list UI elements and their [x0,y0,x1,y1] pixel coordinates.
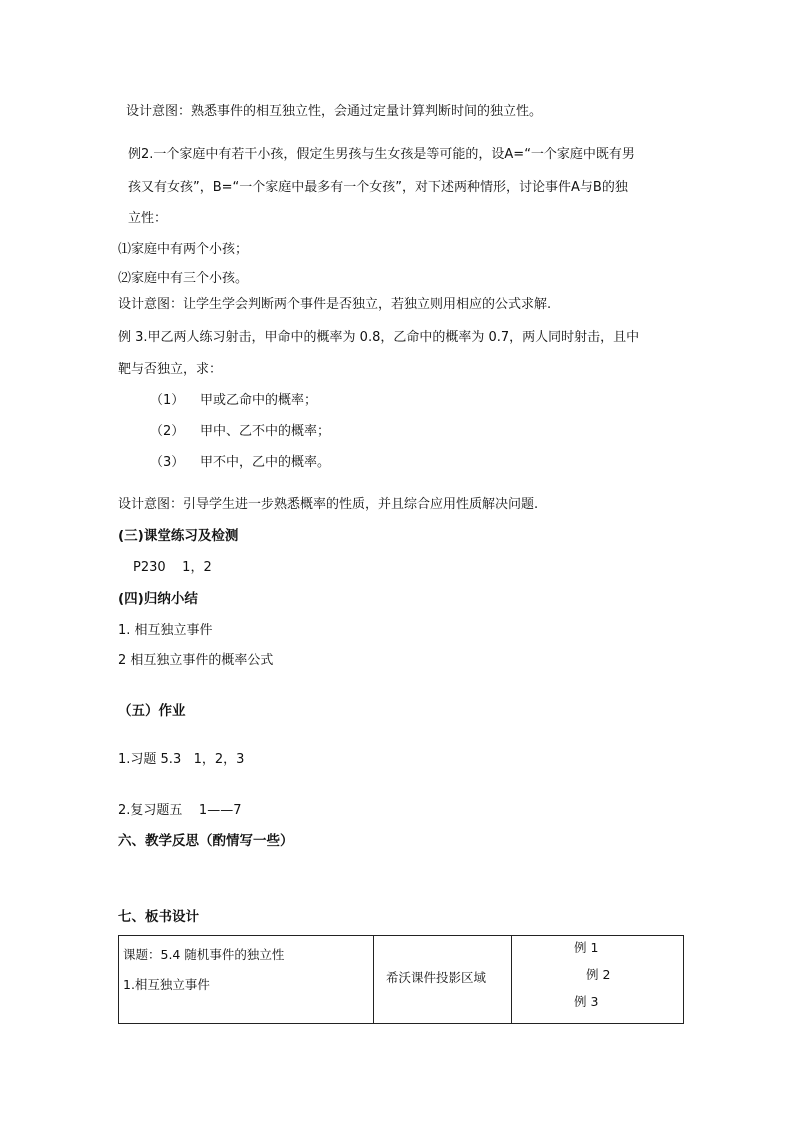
example-3-item-1 [150,392,317,410]
example-2-case-1: ⑴家庭中有两个小孩； [118,242,249,257]
section-4-item-2: 2 相互独立事件的概率公式 [118,653,274,668]
section-3-heading: (三)课堂练习及检测 [118,528,239,544]
example-2-line-3: 立性： [128,211,168,226]
board-design-table [118,935,684,1024]
board-topic-title: 课题：5.4 随机事件的独立性 [123,947,285,962]
board-example-2: 例 2 [586,967,611,982]
example-3-line-1: 例 3.甲乙两人练习射击，甲命中的概率为 0.8，乙命中的概率为 0.7，两人同时射击，且中 [118,330,640,345]
example-3-item-3 [150,454,330,472]
item-text: 甲或乙命中的概率； [200,393,318,408]
section-7-heading: 七、板书设计 [118,909,199,925]
item-number: （2） [150,424,185,439]
item-number: （1） [150,393,185,408]
board-projection-area: 希沃课件投影区域 [386,970,487,985]
board-cell-topic [119,936,374,1024]
example-3-line-2: 靶与否独立，求： [118,362,223,377]
section-3-content: P230 1，2 [133,560,212,575]
section-5-item-2: 2.复习题五 1——7 [118,803,242,818]
board-topic-subtitle: 1.相互独立事件 [123,977,210,992]
section-4-heading: (四)归纳小结 [118,591,198,607]
item-text: 甲中、乙不中的概率； [200,424,331,439]
board-cell-examples [512,936,684,1024]
design-intent-1: 设计意图：熟悉事件的相互独立性，会通过定量计算判断时间的独立性。 [126,104,543,119]
item-text: 甲不中，乙中的概率。 [200,455,331,470]
section-5-item-1: 1.习题 5.3 1，2，3 [118,752,245,767]
example-2-line-1: 例2.一个家庭中有若干小孩，假定生男孩与生女孩是等可能的，设A=“一个家庭中既有男 [128,147,635,162]
example-3-item-2 [150,423,330,441]
section-4-item-1: 1. 相互独立事件 [118,623,213,638]
design-intent-3: 设计意图：引导学生进一步熟悉概率的性质，并且综合应用性质解决问题. [118,497,539,512]
design-intent-2: 设计意图：让学生学会判断两个事件是否独立，若独立则用相应的公式求解. [118,297,552,312]
board-example-3: 例 3 [574,994,599,1009]
board-example-1: 例 1 [574,940,599,955]
item-number: （3） [150,455,185,470]
example-2-line-2: 孩又有女孩”，B=“一个家庭中最多有一个女孩”，对下述两种情形，讨论事件A与B的独 [128,180,628,195]
section-5-heading: （五）作业 [118,703,186,719]
board-cell-projection [374,936,512,1024]
section-6-heading: 六、教学反思（酌情写一些） [118,833,294,849]
example-2-case-2: ⑵家庭中有三个小孩。 [118,271,249,286]
